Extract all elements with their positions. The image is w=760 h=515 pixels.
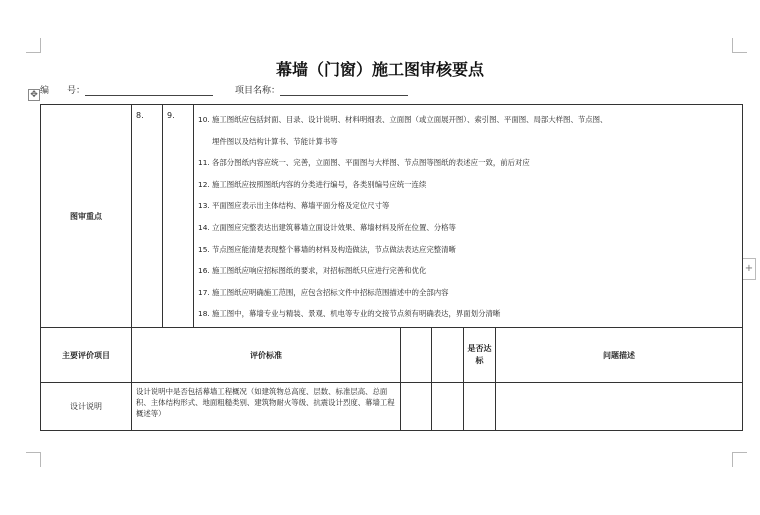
page-corner-mark bbox=[26, 38, 41, 53]
header-qualified: 是否达标 bbox=[464, 328, 496, 383]
table-row bbox=[41, 105, 743, 328]
blank-cell[interactable] bbox=[401, 383, 432, 431]
blank-cell[interactable] bbox=[432, 328, 464, 383]
item-number: 9. bbox=[163, 105, 194, 328]
project-name-field bbox=[235, 83, 408, 96]
list-item: 10. 施工图纸应包括封面、目录、设计说明、材料明细表、立面图（或立面展开图）、索引图、平面图、局部大样图、节点图、 bbox=[198, 115, 608, 124]
page-corner-mark bbox=[732, 452, 747, 467]
review-table bbox=[40, 104, 743, 431]
list-item: 17. 施工图纸应明确施工范围，应包含招标文件中招标范围描述中的全部内容 bbox=[198, 287, 449, 297]
issue-cell[interactable] bbox=[496, 383, 743, 431]
table-row bbox=[41, 383, 743, 431]
header-main-item: 主要评价项目 bbox=[41, 328, 132, 383]
list-item-continuation: 埋件图以及结构计算书、节能计算书等 bbox=[212, 136, 338, 146]
list-item: 13. 平面图应表示出主体结构、幕墙平面分格及定位尺寸等 bbox=[198, 201, 390, 211]
row-item-label: 设计说明 bbox=[41, 383, 132, 431]
qualified-cell[interactable] bbox=[464, 383, 496, 431]
list-item: 15. 节点图应能清楚表现整个幕墙的材料及构造做法，节点做法表达应完整清晰 bbox=[198, 244, 456, 254]
project-name-blank-line[interactable] bbox=[280, 85, 408, 96]
serial-field bbox=[40, 83, 213, 96]
table-header-row bbox=[41, 328, 743, 383]
document-title: 幕墙（门窗）施工图审核要点 bbox=[275, 60, 484, 79]
project-name-label: 项目名称： bbox=[235, 86, 281, 96]
list-item: 11. 各部分图纸内容应统一、完善，立面图、平面图与大样图、节点图等图纸的表述应一致，前后对应 bbox=[198, 158, 530, 168]
list-item: 12. 施工图纸应按照图纸内容的分类进行编号，各类别编号应统一连续 bbox=[198, 179, 427, 189]
header-issue: 问题描述 bbox=[496, 328, 743, 383]
serial-label: 编 号： bbox=[40, 86, 86, 96]
add-column-icon[interactable]: + bbox=[742, 258, 756, 280]
list-item: 18. 施工图中，幕墙专业与精装、景观、机电等专业的交接节点须有明确表达，界面划分清晰 bbox=[198, 309, 501, 319]
item-number: 8. bbox=[132, 105, 163, 328]
blank-cell[interactable] bbox=[432, 383, 464, 431]
page-corner-mark bbox=[732, 38, 747, 53]
page-corner-mark bbox=[26, 452, 41, 467]
row-criteria-text: 设计说明中是否包括幕墙工程概况（如建筑物总高度、层数、标准层高、总面积、主体结构形式、地面粗糙类别、建筑物耐火等级、抗震设计烈度、幕墙工程概述等） bbox=[132, 383, 401, 431]
blank-cell[interactable] bbox=[401, 328, 432, 383]
list-item: 16. 施工图纸应响应招标图纸的要求，对招标图纸只应进行完善和优化 bbox=[198, 266, 427, 276]
serial-blank-line[interactable] bbox=[85, 85, 213, 96]
header-criteria: 评价标准 bbox=[132, 328, 401, 383]
table-move-handle-icon[interactable]: ✥ bbox=[28, 89, 40, 101]
section-label: 图审重点 bbox=[41, 105, 132, 328]
review-points-list bbox=[194, 105, 743, 328]
list-item: 14. 立面图应完整表达出建筑幕墙立面设计效果、幕墙材料及所在位置、分格等 bbox=[198, 222, 456, 232]
